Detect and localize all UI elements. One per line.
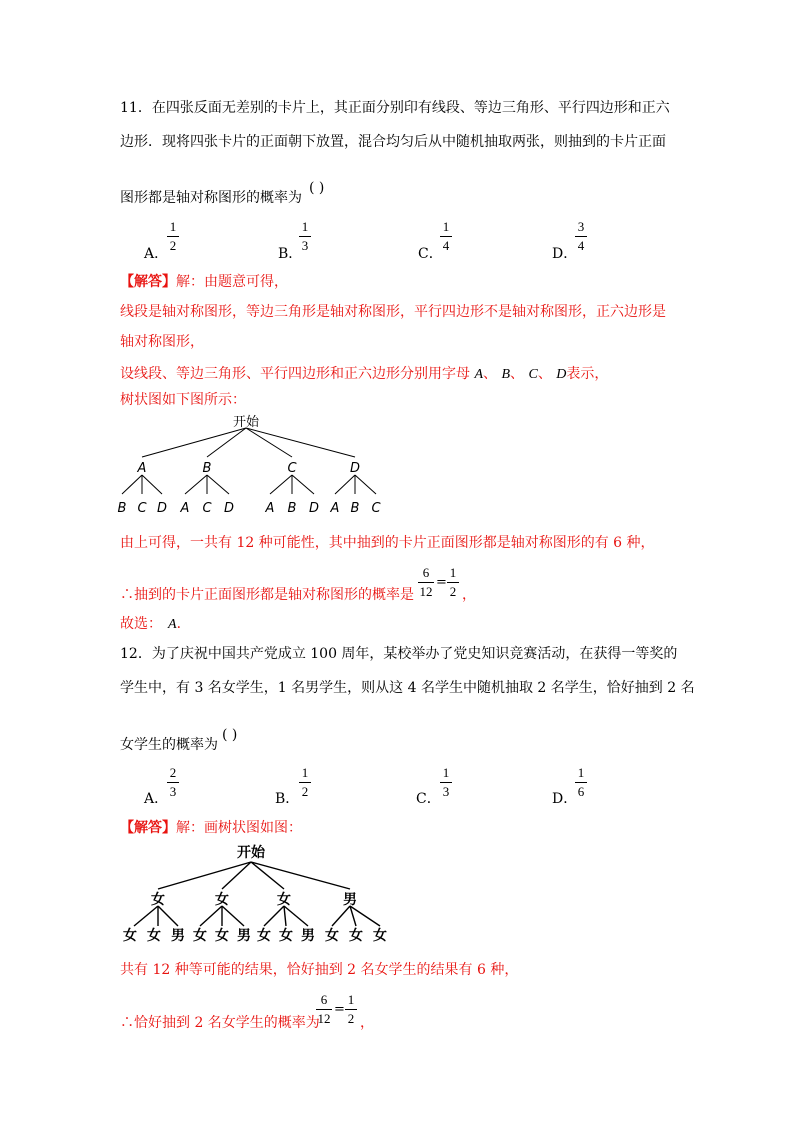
tree-leaf: 女 — [257, 928, 271, 944]
tree-leaf: A — [330, 501, 340, 516]
tree-leaf: 女 — [349, 928, 363, 944]
separator: 、 — [537, 366, 552, 382]
option-fraction — [440, 220, 452, 253]
tree-leaf: 女 — [215, 928, 229, 944]
period: ． — [176, 616, 191, 632]
numerator: 1 — [449, 565, 457, 580]
q12-stem-line2: 学生中，有 3 名女学生，1 名男学生，则从这 4 名学生中随机抽取 2 名学生，恰好抽到 2 名 — [120, 680, 695, 696]
option-fraction — [299, 766, 311, 799]
option-label: A． — [144, 246, 169, 262]
tree-node: D — [349, 461, 361, 476]
answer-tag: 【解答】 — [120, 274, 176, 290]
numerator: 1 — [301, 765, 309, 780]
letter-c: C — [528, 367, 538, 382]
tree-leaf: C — [371, 501, 381, 516]
numerator: 1 — [347, 992, 355, 1007]
q11-answer-heading — [120, 272, 288, 292]
answer-prefix: 故选： — [120, 616, 162, 632]
denominator: 2 — [169, 238, 177, 253]
numerator: 6 — [422, 565, 430, 580]
tree-leaf: 女 — [123, 928, 137, 944]
numerator: 1 — [577, 765, 585, 780]
answer-intro: 解：由题意可得， — [176, 274, 288, 290]
option-label: A． — [144, 791, 169, 807]
denominator: 3 — [169, 784, 177, 799]
letter-a: A — [474, 367, 484, 382]
tree-leaf: B — [287, 501, 297, 516]
solution-text: 表示， — [566, 366, 609, 382]
q11-solution-line4: 树状图如下图所示： — [120, 392, 246, 408]
option-fraction — [299, 220, 311, 253]
option-label: B． — [278, 246, 303, 262]
tree-leaf: A — [180, 501, 190, 516]
numerator: 1 — [169, 219, 177, 234]
answer-tag: 【解答】 — [120, 820, 176, 836]
tree-node: 男 — [343, 892, 357, 908]
tree-leaf: B — [117, 501, 127, 516]
tree-node: 女 — [151, 892, 165, 908]
denominator: 4 — [577, 238, 585, 253]
tree-leaf: 男 — [237, 928, 251, 944]
q11-result-fraction-left — [418, 566, 434, 599]
q12-tree-diagram — [118, 842, 394, 944]
q11-solution-line2: 轴对称图形， — [120, 334, 204, 350]
equals-sign: = — [436, 575, 447, 590]
q11-stem-line1: 11．在四张反面无差别的卡片上，其正面分别印有线段、等边三角形、平行四边形和正六 — [120, 100, 670, 116]
tree-leaf: D — [156, 501, 168, 516]
option-label: D． — [552, 246, 578, 262]
tree-leaf: 男 — [301, 928, 315, 944]
answer-letter: A — [168, 617, 177, 632]
tree-node: 女 — [215, 892, 229, 908]
separator: 、 — [510, 366, 525, 382]
tree-leaf: 女 — [193, 928, 207, 944]
denominator: 2 — [449, 584, 457, 599]
letter-d: D — [556, 367, 567, 382]
denominator: 12 — [317, 1011, 331, 1026]
q12-stem-line1: 12．为了庆祝中国共产党成立 100 周年，某校举办了党史知识竞赛活动，在获得一等奖的 — [120, 646, 678, 662]
tree-leaf: C — [202, 501, 212, 516]
q11-solution-line3 — [120, 364, 608, 385]
tree-node: A — [137, 461, 147, 476]
tree-root: 开始 — [232, 415, 260, 430]
tree-leaf: 女 — [279, 928, 293, 944]
tree-leaf: 女 — [373, 928, 387, 944]
denominator: 3 — [301, 238, 309, 253]
tree-leaf: D — [223, 501, 235, 516]
numerator: 3 — [577, 219, 585, 234]
option-fraction — [575, 220, 587, 253]
numerator: 1 — [442, 219, 450, 234]
option-fraction — [167, 220, 179, 253]
option-label: C． — [416, 791, 441, 807]
tree-leaf: D — [308, 501, 320, 516]
q12-solution-line1: 共有 12 种等可能的结果，恰好抽到 2 名女学生的结果有 6 种， — [120, 962, 519, 978]
q11-solution-line6: ∴抽到的卡片正面图形都是轴对称图形的概率是 — [120, 587, 414, 603]
denominator: 4 — [442, 238, 450, 253]
option-fraction — [167, 766, 179, 799]
tree-leaf: 男 — [171, 928, 185, 944]
tree-leaf: 女 — [147, 928, 161, 944]
q11-solution-line1: 线段是轴对称图形，等边三角形是轴对称图形，平行四边形不是轴对称图形，正六边形是 — [120, 304, 666, 320]
solution-text: 设线段、等边三角形、平行四边形和正六边形分别用字母 — [120, 366, 470, 382]
letter-b: B — [501, 367, 511, 382]
q11-answer-paren: ( ) — [309, 180, 325, 196]
q11-stem-line3: 图形都是轴对称图形的概率为 — [120, 190, 302, 206]
numerator: 1 — [301, 219, 309, 234]
q12-stem-line3: 女学生的概率为 — [120, 737, 218, 753]
numerator: 1 — [442, 765, 450, 780]
option-label: C． — [418, 246, 443, 262]
q11-result-fraction-right — [447, 566, 459, 599]
denominator: 2 — [301, 784, 309, 799]
tree-leaf: 女 — [325, 928, 339, 944]
answer-intro: 解：画树状图如图： — [176, 820, 302, 836]
q12-answer-paren: ( ) — [222, 727, 238, 743]
q12-answer-heading — [120, 818, 302, 838]
comma: ， — [360, 1015, 374, 1031]
tree-node: 女 — [277, 892, 291, 908]
option-fraction — [575, 766, 587, 799]
q11-final-answer — [120, 614, 191, 635]
tree-root: 开始 — [237, 845, 265, 861]
tree-node: B — [202, 461, 212, 476]
option-label: D． — [552, 791, 578, 807]
tree-leaf: C — [137, 501, 147, 516]
denominator: 3 — [442, 784, 450, 799]
q12-result-fraction-right — [345, 993, 357, 1026]
option-fraction — [440, 766, 452, 799]
q12-solution-line2: ∴恰好抽到 2 名女学生的概率为 — [120, 1015, 320, 1031]
q12-result-fraction-left — [316, 993, 332, 1026]
tree-leaf: B — [350, 501, 360, 516]
q11-solution-line5: 由上可得，一共有 12 种可能性，其中抽到的卡片正面图形都是轴对称图形的有 6 种， — [120, 535, 655, 551]
q11-stem-line2: 边形．现将四张卡片的正面朝下放置，混合均匀后从中随机抽取两张，则抽到的卡片正面 — [120, 134, 666, 150]
q11-tree-diagram — [110, 412, 400, 524]
denominator: 6 — [577, 784, 585, 799]
option-label: B． — [275, 791, 300, 807]
tree-node: C — [287, 461, 297, 476]
equals-sign: = — [334, 1002, 345, 1017]
numerator: 6 — [320, 992, 328, 1007]
denominator: 12 — [419, 584, 433, 599]
numerator: 2 — [169, 765, 177, 780]
separator: 、 — [483, 366, 498, 382]
denominator: 2 — [347, 1011, 355, 1026]
comma: ， — [462, 587, 476, 603]
tree-leaf: A — [265, 501, 275, 516]
